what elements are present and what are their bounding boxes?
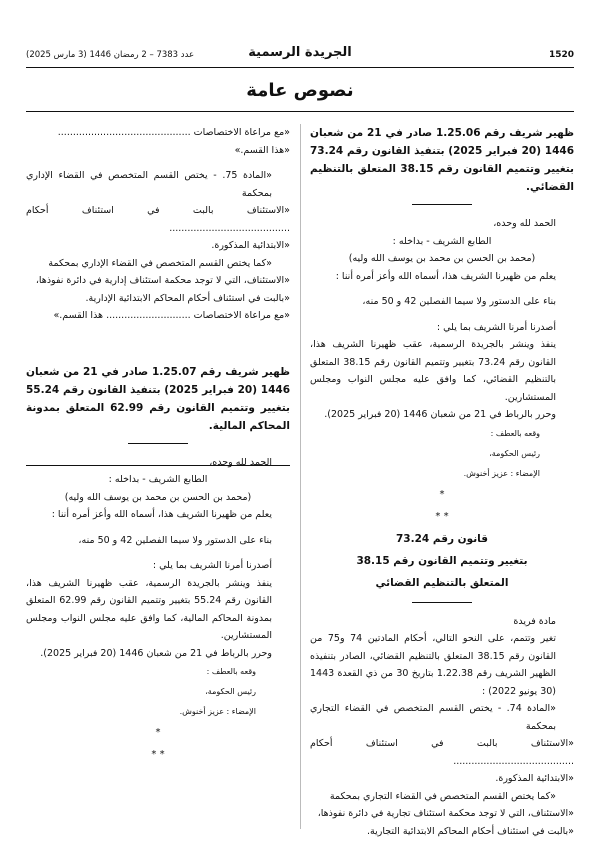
execute-paragraph: ينفذ وينشر بالجريدة الرسمية، عقب ظهيرنا الشريف هذا، القانون رقم 73.24 بتغيير وتتميم القانون رقم 38.15 المتعلق بالتنظيم القضائي، كما وافق عليه مجلس النواب ومجلس المستشارين. <box>310 339 556 403</box>
left-column <box>26 124 290 766</box>
short-divider <box>412 602 472 603</box>
king-name: (محمد بن الحسن بن محمد بن يوسف الله وليه) <box>348 253 536 264</box>
king-name: (محمد بن الحسن بن محمد بن يوسف الله وليه) <box>64 491 252 503</box>
header-divider <box>26 67 574 68</box>
execute-paragraph: ينفذ وينشر بالجريدة الرسمية، عقب ظهيرنا الشريف هذا، القانون رقم 55.24 بتغيير وتتميم القانون رقم 62.99 المتعلق بمدونة المحاكم المالية، كما وافق عليه مجلس النواب ومجلس المستشارين. <box>26 577 272 641</box>
article-line: «كما يختص القسم المتخصص في القضاء التجاري بمحكمة <box>329 790 556 802</box>
know-all: يعلم من ظهيرنا الشريف هذا، أسماه الله وأعز أمره أننا : <box>335 270 556 282</box>
article-title: مادة فريدة <box>513 615 556 627</box>
short-divider <box>128 443 188 444</box>
based-on: بناء على الدستور ولا سيما الفصلين 42 و 50 منه، <box>362 296 556 307</box>
signature-line: الإمضاء : عزيز أخنوش. <box>179 707 256 716</box>
star-separator: * <box>439 488 445 500</box>
article-line: «مع مراعاة الاختصاصات ............................ هذا القسم.» <box>53 310 290 321</box>
article-line: «الاستئناف، التي لا توجد محكمة استئناف تجارية في دائرة نفوذها، <box>317 808 574 819</box>
short-divider <box>412 204 472 205</box>
stars-separator: * * <box>435 510 449 522</box>
article-line: «الابتدائية المذكورة. <box>495 773 574 784</box>
column-divider <box>300 124 301 829</box>
stars-separator: * * <box>151 749 165 760</box>
article-line: «هذا القسم.» <box>234 144 290 156</box>
section-divider <box>26 111 574 112</box>
article-line: «الابتدائية المذكورة. <box>211 240 290 251</box>
column-section-divider <box>26 465 290 466</box>
article-line: «الاستئناف، التي لا توجد محكمة استئناف إدارية في دائرة نفوذها، <box>35 275 290 286</box>
article-body: تغير وتتمم، على النحو التالي، أحكام المادتين 74 و75 من القانون رقم 38.15 المتعلق بالتنظيم القضائي، الصادر بتنفيذه الظهير الشريف رقم 1.22.38 بتاريخ 30 من ذي القعدة 1443 (30 يونيو 2022) : <box>310 633 557 697</box>
article-line: «بالبت في استئناف أحكام المحاكم الابتدائية التجارية. <box>367 825 574 837</box>
know-all: يعلم من ظهيرنا الشريف هذا، أسماه الله وأعز أمره أننا : <box>51 509 272 520</box>
seal-label: الطابع الشريف - بداخله : <box>108 474 208 485</box>
law-subtitle: بتغيير وتتميم القانون رقم 38.15 <box>356 554 528 567</box>
section-title: نصوص عامة <box>246 80 354 101</box>
article-line: «مع مراعاة الاختصاصات ............................................ <box>57 127 290 138</box>
article-line: «المادة 75. - يختص القسم المتخصص في القضاء الإداري بمحكمة <box>26 170 272 199</box>
countersign-label: وقعه بالعطف : <box>206 667 256 676</box>
ordered: أصدرنا أمرنا الشريف بما يلي : <box>152 560 272 571</box>
praise-line: الحمد لله وحده، <box>493 218 556 229</box>
countersign-label: وقعه بالعطف : <box>490 428 540 438</box>
dahir-title: ظهير شريف رقم 1.25.06 صادر في 21 من شعبان 1446 (20 فبراير 2025) بتنفيذ القانون رقم 73.24 بتغيير وتتميم القانون رقم 38.15 المتعلق بالتنظيم القضائي. <box>310 127 575 193</box>
seal-label: الطابع الشريف - بداخله : <box>392 235 492 247</box>
article-line: «بالبت في استئناف أحكام المحاكم الابتدائية الإدارية. <box>85 292 290 304</box>
based-on: بناء على الدستور ولا سيما الفصلين 42 و 50 منه، <box>78 534 272 546</box>
done-at: وحرر بالرباط في 21 من شعبان 1446 (20 فبراير 2025). <box>324 409 556 420</box>
law-subtitle: المتعلق بالتنظيم القضائي <box>375 576 509 589</box>
head-of-government: رئيس الحكومة، <box>489 448 540 458</box>
praise-line: الحمد لله وحده، <box>209 456 272 468</box>
journal-title: الجريدة الرسمية <box>248 45 352 60</box>
article-line: «الاستئناف بالبت في استئناف أحكام ........................................ <box>26 205 290 234</box>
star-separator: * <box>155 727 161 738</box>
signature-line: الإمضاء : عزيز أخنوش. <box>463 468 540 478</box>
article-line: «كما يختص القسم المتخصص في القضاء الإداري بمحكمة <box>48 257 272 269</box>
issue-info: عدد 7383 – 2 رمضان 1446 (3 مارس 2025) <box>26 50 195 60</box>
law-number: قانون رقم 73.24 <box>396 532 488 545</box>
article-line: «المادة 74. - يختص القسم المتخصص في القضاء التجاري بمحكمة <box>310 703 556 732</box>
page-number: 1520 <box>548 50 574 60</box>
page-header <box>26 42 574 70</box>
head-of-government: رئيس الحكومة، <box>205 687 256 696</box>
done-at: وحرر بالرباط في 21 من شعبان 1446 (20 فبراير 2025). <box>40 647 272 659</box>
dahir-title: ظهير شريف رقم 1.25.07 صادر في 21 من شعبان 1446 (20 فبراير 2025) بتنفيذ القانون رقم 55.24 بتغيير وتتميم القانون رقم 62.99 المتعلق بمدونة المحاكم المالية. <box>26 365 291 432</box>
right-column <box>310 124 574 840</box>
article-line: «الاستئناف بالبت في استئناف أحكام ........................................ <box>310 738 574 767</box>
ordered: أصدرنا أمرنا الشريف بما يلي : <box>436 321 556 333</box>
